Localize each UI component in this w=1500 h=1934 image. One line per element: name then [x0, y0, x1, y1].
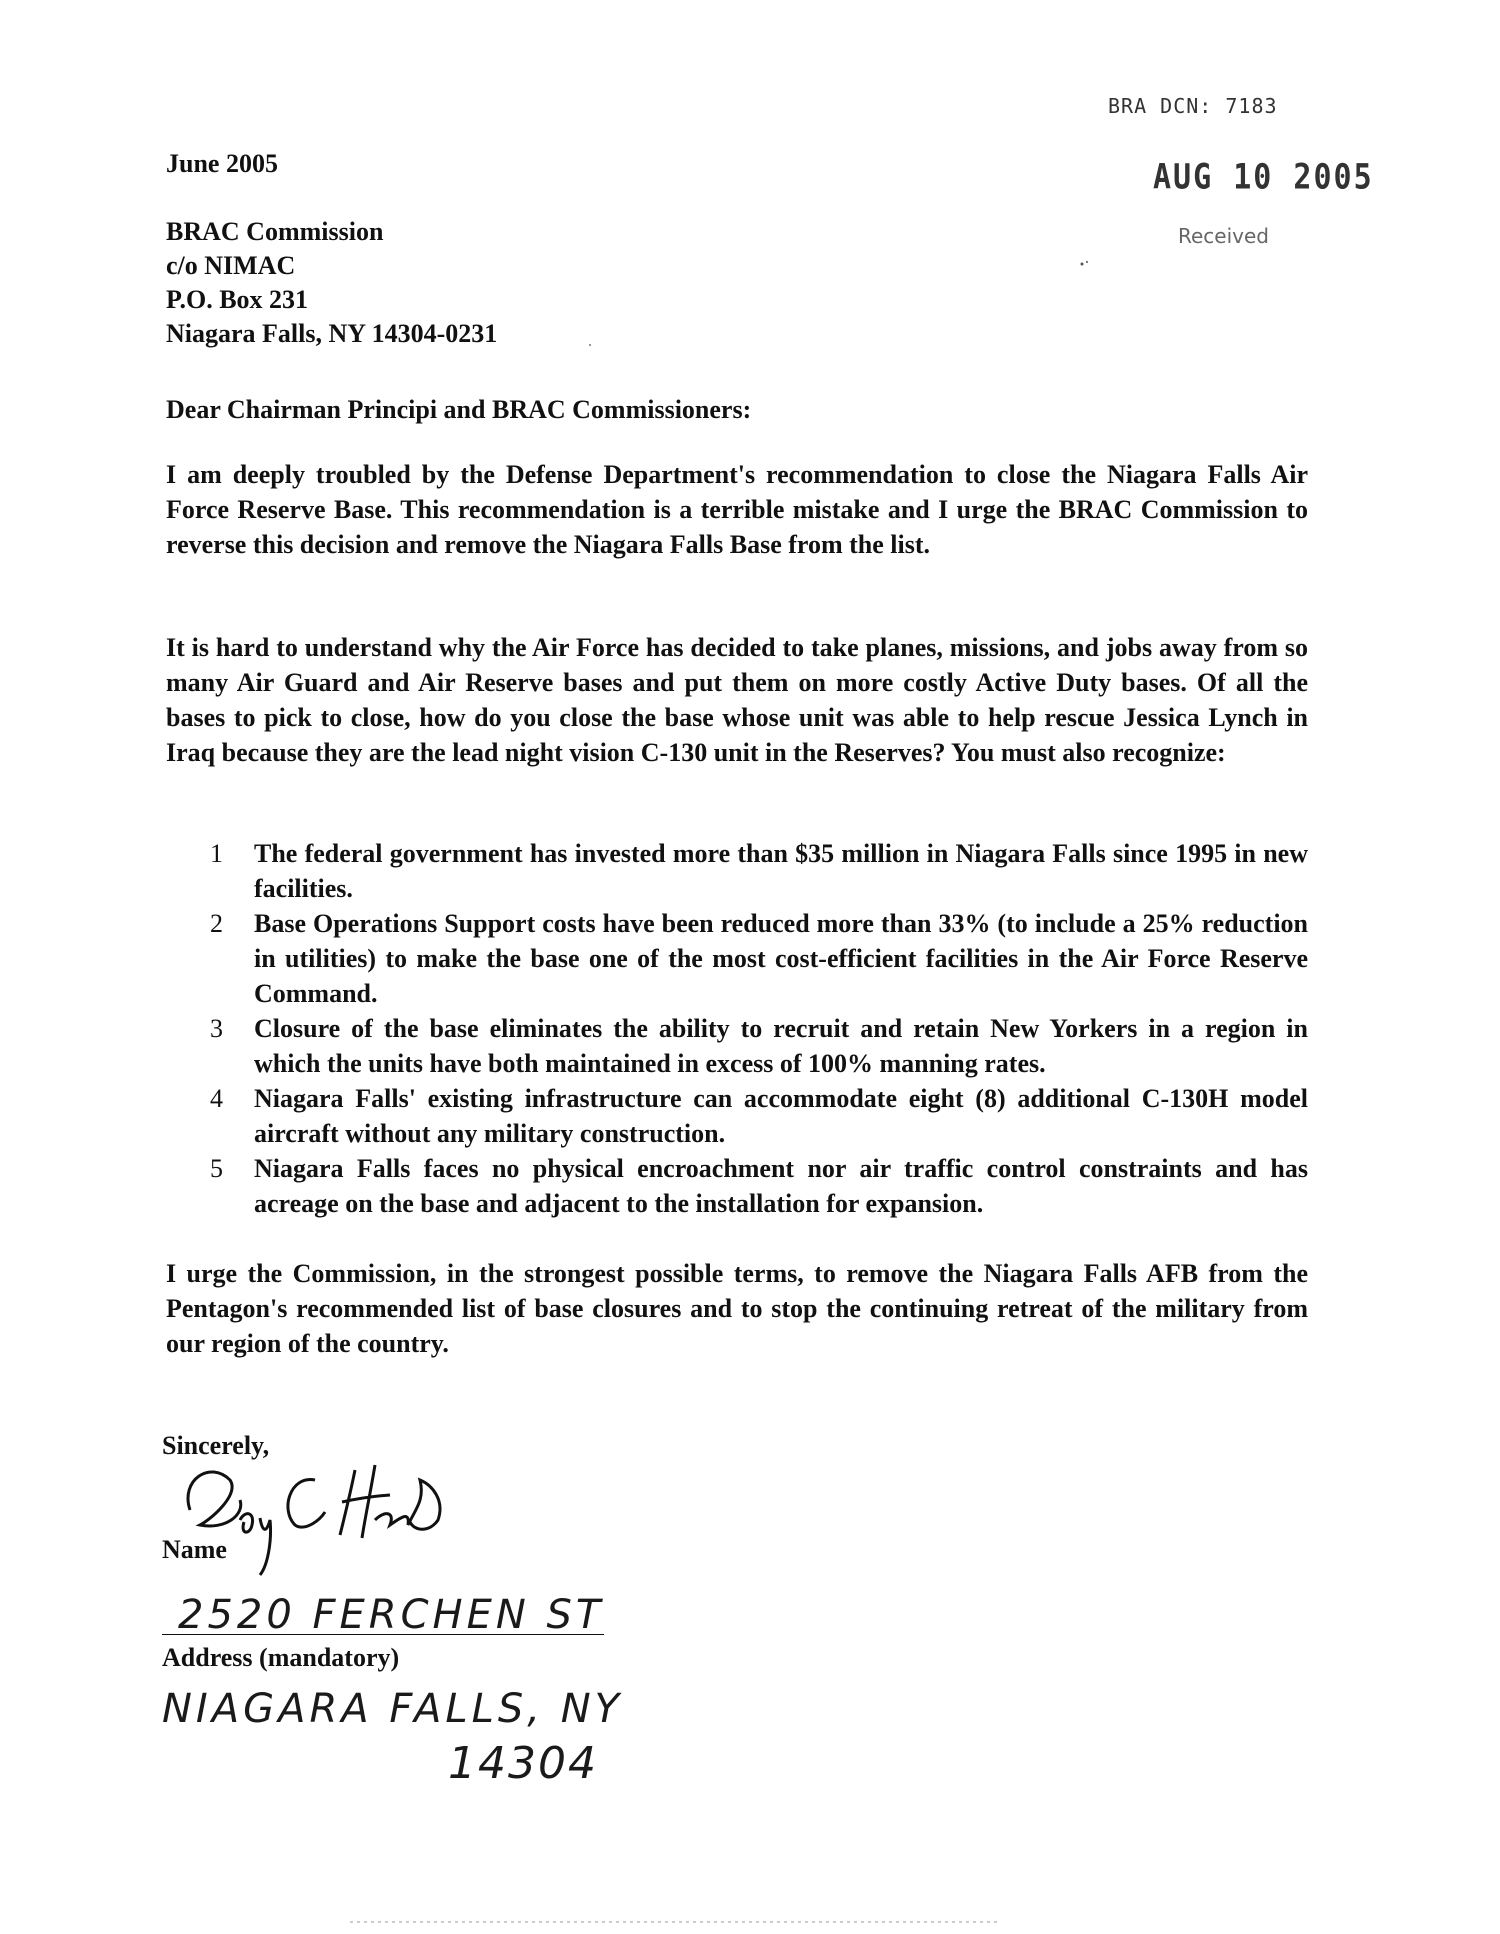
address-label: Address (mandatory) [162, 1643, 400, 1672]
received-stamp: Received [1178, 224, 1269, 248]
list-number: 4 [210, 1084, 223, 1113]
dcn-stamp: BRA DCN: 7183 [1108, 94, 1278, 118]
list-item [166, 906, 1308, 1011]
list-text: Niagara Falls faces no physical encroachment nor air traffic control constraints and has acreage on the base and adjacent to the installation for expansion. [254, 1154, 1308, 1218]
points-list [166, 836, 1308, 1221]
address-line [162, 1634, 604, 1635]
recipient-address [166, 214, 497, 350]
list-number: 5 [210, 1154, 223, 1183]
paragraph-2: It is hard to understand why the Air Force has decided to take planes, missions, and jobs away from so many Air Guard and Air Reserve bases and put them on more costly Active Duty bases. Of all the bases to pick to close, how do you close the base whose unit was able to help rescue Jessica Lynch in Iraq because they are the lead night vision C-130 unit in the Reserves? You must also recognize: [166, 633, 1308, 767]
name-label: Name [162, 1535, 227, 1564]
list-text: The federal government has invested more than $35 million in Niagara Falls since 1995 in new facilities. [254, 839, 1308, 903]
received-date-stamp: AUG 10 2005 [1153, 157, 1374, 198]
recipient-line: P.O. Box 231 [166, 285, 309, 314]
list-item [166, 1011, 1308, 1081]
paragraph-3: I urge the Commission, in the strongest possible terms, to remove the Niagara Falls AFB from the Pentagon's recommended list of base closures and to stop the continuing retreat of the military from our region of the country. [166, 1259, 1308, 1358]
list-item [166, 836, 1308, 906]
letter-date: June 2005 [166, 149, 278, 178]
list-number: 1 [210, 839, 223, 868]
list-text: Base Operations Support costs have been reduced more than 33% (to include a 25% reduction in utilities) to make the base one of the most cost-efficient facilities in the Air Force Reserve Command. [254, 909, 1308, 1008]
list-text: Closure of the base eliminates the ability to recruit and retain New Yorkers in a region in which the units have both maintained in excess of 100% manning rates. [254, 1014, 1308, 1078]
list-item [166, 1081, 1308, 1151]
recipient-line: Niagara Falls, NY 14304-0231 [166, 319, 498, 348]
handwritten-street: 2520 FERCHEN ST [178, 1592, 605, 1638]
list-number: 3 [210, 1014, 223, 1043]
paragraph-1: I am deeply troubled by the Defense Department's recommendation to close the Niagara Falls Air Force Reserve Base. This recommendation is a terrible mistake and I urge the BRAC Commission to reverse this decision and remove the Niagara Falls Base from the list. [166, 460, 1308, 559]
handwritten-city: NIAGARA FALLS, NY [162, 1686, 624, 1732]
list-number: 2 [210, 909, 223, 938]
closing: Sincerely, [162, 1431, 270, 1460]
list-text: Niagara Falls' existing infrastructure can accommodate eight (8) additional C-130H model aircraft without any military construction. [254, 1084, 1308, 1148]
recipient-line: c/o NIMAC [166, 251, 296, 280]
salutation: Dear Chairman Principi and BRAC Commissioners: [166, 395, 752, 424]
handwritten-zip: 14304 [448, 1738, 598, 1789]
list-item [166, 1151, 1308, 1221]
recipient-line: BRAC Commission [166, 217, 384, 246]
